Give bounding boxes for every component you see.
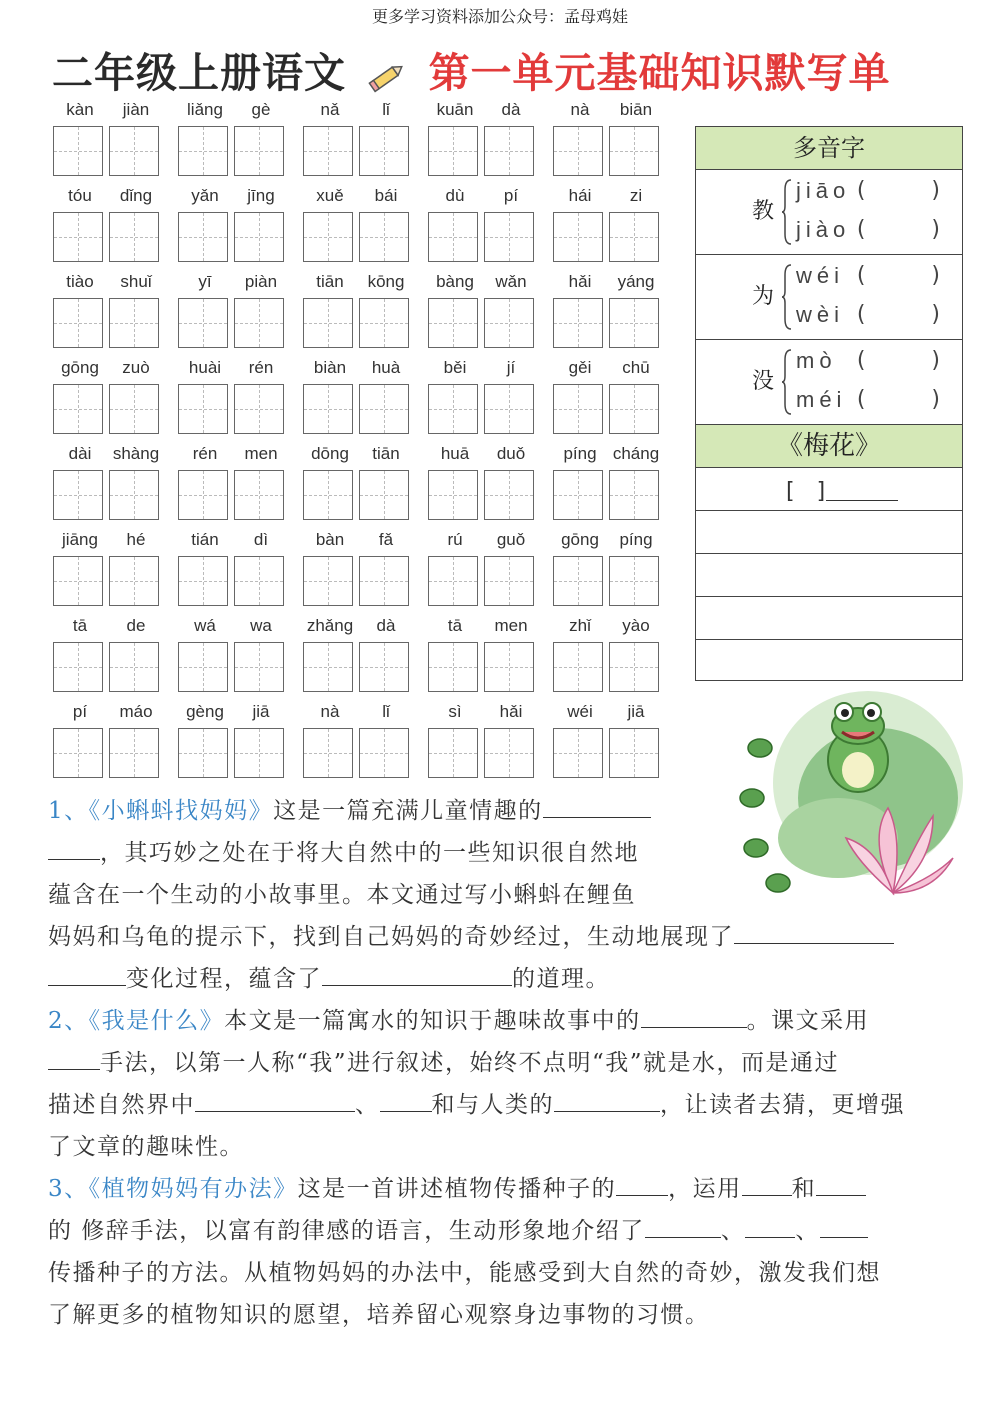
pinyin-syllable: tā	[447, 616, 463, 635]
character-box[interactable]	[484, 212, 534, 262]
character-box[interactable]	[234, 384, 284, 434]
pinyin-syllable: duǒ	[496, 444, 526, 463]
paren-open: (	[856, 302, 866, 327]
reading-pinyin: mò	[796, 348, 837, 373]
pinyin-syllable: tóu	[68, 186, 92, 205]
pinyin-syllable: nà	[570, 100, 590, 119]
q3-text: 了解更多的植物知识的愿望，培养留心观察身边事物的习惯。	[48, 1302, 710, 1328]
q1-text: 妈妈和乌龟的提示下，找到自己妈妈的奇妙经过，生动地展现了	[48, 924, 734, 950]
character-box[interactable]	[178, 384, 228, 434]
pinyin-syllable: píng	[563, 444, 597, 463]
paren-close: )	[931, 302, 940, 327]
poem-title: 《梅花》	[696, 425, 962, 468]
pinyin-syllable: wá	[194, 616, 216, 635]
character-box[interactable]	[609, 384, 659, 434]
q2-text: 和与人类的	[431, 1092, 554, 1118]
title-grade: 二年级上册语文	[52, 49, 346, 97]
pinyin-syllable: jiā	[627, 702, 645, 721]
character-box[interactable]	[553, 298, 603, 348]
character-box[interactable]	[303, 384, 353, 434]
q2-text: 本文是一篇寓水的知识于趣味故事中的	[224, 1008, 641, 1034]
pinyin-syllable: de	[126, 616, 146, 635]
q3-blank-5[interactable]	[745, 1213, 795, 1238]
pinyin-syllable: shuǐ	[120, 272, 152, 291]
pinyin-syllable: gōng	[61, 358, 99, 377]
q3-blank-1[interactable]	[616, 1171, 668, 1196]
question-1	[48, 790, 956, 1000]
character-box[interactable]	[53, 126, 103, 176]
character-box[interactable]	[303, 728, 353, 778]
character-box[interactable]	[609, 212, 659, 262]
character-box[interactable]	[553, 728, 603, 778]
character-box[interactable]	[359, 642, 409, 692]
pinyin-syllable: tián	[191, 530, 219, 549]
reading-pinyin: wéi	[796, 263, 845, 288]
pinyin-row	[52, 612, 672, 698]
paren-open: (	[856, 178, 866, 203]
pinyin-syllable: dù	[445, 186, 465, 205]
character-box[interactable]	[428, 298, 478, 348]
character-box[interactable]	[178, 642, 228, 692]
answer-paren[interactable]	[857, 217, 940, 242]
pinyin-syllable: rú	[447, 530, 463, 549]
pinyin-syllable: yǎn	[191, 186, 219, 205]
pinyin-syllable: biàn	[313, 358, 347, 377]
pinyin-syllable: bàn	[315, 530, 345, 549]
pinyin-syllable: rén	[192, 444, 218, 463]
character-box[interactable]	[303, 556, 353, 606]
q1-blank-2[interactable]	[734, 919, 894, 944]
character-box[interactable]	[428, 556, 478, 606]
pinyin-syllable: wa	[250, 616, 272, 635]
pinyin-row	[52, 354, 672, 440]
paren-close: )	[931, 217, 940, 242]
character-box[interactable]	[484, 384, 534, 434]
character-box[interactable]	[484, 728, 534, 778]
character-box[interactable]	[109, 298, 159, 348]
pinyin-row	[52, 182, 672, 268]
pinyin-syllable: chū	[622, 358, 650, 377]
pinyin-row	[52, 698, 672, 784]
character-box[interactable]	[428, 384, 478, 434]
answer-paren[interactable]	[857, 387, 940, 412]
pinyin-syllable: huà	[371, 358, 401, 377]
character-box[interactable]	[178, 126, 228, 176]
polyphonic-char: 没	[752, 369, 775, 394]
character-box[interactable]	[359, 728, 409, 778]
top-note: 更多学习资料添加公众号：孟母鸡娃	[371, 7, 628, 26]
character-box[interactable]	[178, 728, 228, 778]
character-box[interactable]	[359, 470, 409, 520]
character-box[interactable]	[234, 728, 284, 778]
pinyin-syllable: dà	[501, 100, 521, 119]
character-box[interactable]	[609, 642, 659, 692]
pinyin-row	[52, 96, 672, 182]
character-box[interactable]	[359, 212, 409, 262]
poem-line[interactable]	[696, 640, 962, 682]
character-box[interactable]	[428, 470, 478, 520]
q2-text: 描述自然界中	[48, 1092, 195, 1118]
character-box[interactable]	[234, 212, 284, 262]
answer-paren[interactable]	[857, 348, 940, 373]
paren-close: )	[931, 348, 940, 373]
pinyin-syllable: dì	[253, 530, 269, 549]
pinyin-syllable: zuò	[122, 358, 150, 377]
polyphonic-char: 教	[752, 199, 775, 224]
q1-blank-1[interactable]	[543, 793, 651, 818]
pinyin-syllable: pí	[72, 702, 88, 721]
pinyin-syllable: sì	[448, 702, 462, 721]
q3-text: ，运用	[668, 1176, 742, 1202]
pinyin-syllable: wéi	[567, 702, 593, 721]
pinyin-syllable: píng	[619, 530, 653, 549]
pinyin-syllable: gōng	[561, 530, 599, 549]
character-box[interactable]	[609, 298, 659, 348]
q2-blank-2[interactable]	[48, 1045, 100, 1070]
pinyin-syllable: yáng	[617, 272, 655, 291]
reading-pinyin: jiào	[796, 217, 851, 242]
character-box[interactable]	[303, 126, 353, 176]
pinyin-syllable: biān	[619, 100, 653, 119]
character-box[interactable]	[553, 642, 603, 692]
q2-number: 2、	[48, 1008, 89, 1034]
reading-pinyin: jiāo	[796, 178, 851, 203]
pinyin-syllable: jí	[506, 358, 516, 377]
q1-blank-2b[interactable]	[48, 961, 126, 986]
question-3	[48, 1168, 956, 1336]
pinyin-syllable: gè	[251, 100, 271, 119]
pinyin-syllable: nà	[320, 702, 340, 721]
q2-text: ，让读者去猜，更增强	[660, 1092, 905, 1118]
character-box[interactable]	[109, 126, 159, 176]
pinyin-syllable: men	[244, 444, 278, 463]
character-box[interactable]	[359, 556, 409, 606]
answer-paren[interactable]	[857, 263, 940, 288]
q1-text: 蕴含在一个生动的小故事里。本文通过写小蝌蚪在鲤鱼	[48, 882, 636, 908]
character-box[interactable]	[53, 556, 103, 606]
q2-blank-5[interactable]	[554, 1087, 660, 1112]
character-box[interactable]	[553, 556, 603, 606]
character-box[interactable]	[484, 470, 534, 520]
pinyin-syllable: dōng	[311, 444, 349, 463]
pinyin-syllable: bàng	[436, 272, 474, 291]
paren-close: )	[931, 178, 940, 203]
polyphonic-entry	[696, 340, 962, 425]
character-box[interactable]	[303, 642, 353, 692]
pinyin-syllable: rén	[248, 358, 274, 377]
q3-text: 这是一首讲述植物传播种子的	[297, 1176, 617, 1202]
pinyin-syllable: tiào	[66, 272, 94, 291]
pinyin-syllable: men	[494, 616, 528, 635]
pinyin-syllable: yào	[622, 616, 650, 635]
paren-close: )	[931, 263, 940, 288]
character-box[interactable]	[484, 126, 534, 176]
character-box[interactable]	[109, 470, 159, 520]
character-box[interactable]	[609, 126, 659, 176]
pinyin-syllable: bái	[374, 186, 398, 205]
pinyin-syllable: shàng	[112, 444, 160, 463]
pinyin-syllable: cháng	[612, 444, 660, 463]
character-box[interactable]	[109, 384, 159, 434]
character-box[interactable]	[234, 642, 284, 692]
answer-paren[interactable]	[857, 302, 940, 327]
character-box[interactable]	[109, 212, 159, 262]
q3-text: 的 修辞手法，以富有韵律感的语言，生动形象地介绍了	[48, 1218, 645, 1244]
character-box[interactable]	[234, 556, 284, 606]
poem-author-blank[interactable]	[826, 500, 898, 501]
q1-number: 1、	[48, 798, 89, 824]
character-box[interactable]	[553, 470, 603, 520]
q1-blank-3[interactable]	[322, 961, 512, 986]
title-unit: 第一单元基础知识默写单	[428, 49, 891, 97]
q1-blank-1b[interactable]	[48, 835, 100, 860]
brace-icon	[782, 348, 792, 416]
pinyin-syllable: pí	[503, 186, 519, 205]
pinyin-syllable: máo	[119, 702, 153, 721]
q1-text: 变化过程，蕴含了	[126, 966, 322, 992]
character-box[interactable]	[609, 556, 659, 606]
pinyin-syllable: hǎi	[568, 272, 592, 291]
pinyin-syllable: dài	[68, 444, 92, 463]
character-box[interactable]	[53, 212, 103, 262]
character-box[interactable]	[109, 556, 159, 606]
reading-pinyin: wèi	[796, 302, 845, 327]
pinyin-syllable: lǐ	[382, 702, 390, 721]
poem-line[interactable]	[696, 511, 962, 554]
pinyin-row	[52, 268, 672, 354]
q1-text: ，其巧妙之处在于将大自然中的一些知识很自然地	[100, 840, 639, 866]
question-2	[48, 1000, 956, 1168]
character-box[interactable]	[428, 212, 478, 262]
paren-open: (	[856, 348, 866, 373]
pinyin-syllable: tiān	[316, 272, 344, 291]
poem-line[interactable]	[696, 597, 962, 640]
paren-open: (	[856, 217, 866, 242]
q3-text: 、	[720, 1218, 746, 1244]
frog-icon	[828, 703, 888, 792]
pinyin-syllable: nǎ	[320, 100, 340, 119]
q1-book: 《小蝌蚪找妈妈》	[88, 798, 274, 824]
character-box[interactable]	[484, 642, 534, 692]
character-box[interactable]	[359, 298, 409, 348]
pinyin-syllable: zhǐ	[569, 616, 591, 635]
brace-icon	[782, 263, 792, 331]
character-box[interactable]	[53, 728, 103, 778]
q2-blank-3[interactable]	[195, 1087, 355, 1112]
q2-blank-1[interactable]	[641, 1003, 747, 1028]
q3-text: 和	[791, 1176, 817, 1202]
pinyin-syllable: zhǎng	[306, 616, 354, 635]
character-box[interactable]	[109, 642, 159, 692]
pinyin-syllable: tā	[72, 616, 88, 635]
character-box[interactable]	[553, 384, 603, 434]
q2-text: 、	[355, 1092, 380, 1118]
q3-blank-3[interactable]	[816, 1171, 866, 1196]
character-box[interactable]	[553, 212, 603, 262]
q3-text: 、	[795, 1218, 820, 1244]
pinyin-syllable: fǎ	[378, 530, 394, 549]
character-box[interactable]	[234, 470, 284, 520]
polyphonic-table	[695, 126, 963, 681]
q2-blank-4[interactable]	[380, 1087, 432, 1112]
pinyin-syllable: huài	[188, 358, 222, 377]
pinyin-syllable: wǎn	[495, 272, 527, 291]
pinyin-syllable: jīng	[247, 186, 275, 205]
character-box[interactable]	[234, 298, 284, 348]
character-box[interactable]	[178, 556, 228, 606]
q3-blank-2[interactable]	[742, 1171, 792, 1196]
pinyin-syllable: dà	[376, 616, 396, 635]
character-box[interactable]	[178, 212, 228, 262]
pinyin-syllable: lǐ	[382, 100, 390, 119]
pinyin-syllable: hǎi	[499, 702, 523, 721]
pinyin-syllable: jiā	[252, 702, 270, 721]
pinyin-syllable: huā	[440, 444, 470, 463]
character-box[interactable]	[303, 298, 353, 348]
character-box[interactable]	[303, 470, 353, 520]
character-box[interactable]	[359, 384, 409, 434]
pinyin-syllable: běi	[443, 358, 467, 377]
character-box[interactable]	[484, 298, 534, 348]
pinyin-row	[52, 440, 672, 526]
character-box[interactable]	[53, 298, 103, 348]
pinyin-syllable: gěi	[568, 358, 592, 377]
pinyin-syllable: kàn	[66, 100, 94, 119]
character-box[interactable]	[609, 728, 659, 778]
q3-blank-6[interactable]	[820, 1213, 868, 1238]
pinyin-syllable: zi	[629, 186, 643, 205]
pinyin-syllable: yī	[198, 272, 212, 291]
pinyin-syllable: liǎng	[187, 100, 223, 119]
brace-icon	[782, 178, 792, 246]
pinyin-syllable: jiāng	[62, 530, 98, 549]
q2-text: 手法，以第一人称“我”进行叙述，始终不点明“我”就是水，而是通过	[100, 1050, 840, 1076]
pinyin-syllable: piàn	[244, 272, 278, 291]
character-box[interactable]	[428, 126, 478, 176]
character-box[interactable]	[553, 126, 603, 176]
pinyin-syllable: hé	[126, 530, 146, 549]
pinyin-syllable: jiàn	[122, 100, 150, 119]
character-box[interactable]	[178, 298, 228, 348]
reading-pinyin: méi	[796, 387, 847, 412]
character-box[interactable]	[234, 126, 284, 176]
pinyin-syllable: guǒ	[496, 530, 526, 549]
character-box[interactable]	[484, 556, 534, 606]
q3-text: 传播种子的方法。从植物妈妈的办法中，能感受到大自然的奇妙，激发我们想	[48, 1260, 881, 1286]
character-box[interactable]	[428, 728, 478, 778]
pinyin-syllable: hái	[568, 186, 592, 205]
pinyin-syllable: kuān	[436, 100, 474, 119]
q1-text: 这是一篇充满儿童情趣的	[273, 798, 543, 824]
character-box[interactable]	[428, 642, 478, 692]
polyphonic-header: 多音字	[696, 127, 962, 170]
polyphonic-entry	[696, 255, 962, 340]
character-box[interactable]	[303, 212, 353, 262]
polyphonic-char: 为	[752, 284, 775, 309]
paren-open: (	[856, 263, 866, 288]
poem-line[interactable]	[696, 468, 962, 511]
pinyin-row	[52, 526, 672, 612]
character-box[interactable]	[178, 470, 228, 520]
poem-line[interactable]	[696, 554, 962, 597]
paren-close: )	[931, 387, 940, 412]
pinyin-grid	[52, 96, 672, 784]
character-box[interactable]	[53, 642, 103, 692]
q3-blank-4[interactable]	[645, 1213, 721, 1238]
character-box[interactable]	[609, 470, 659, 520]
q2-book: 《我是什么》	[88, 1008, 225, 1034]
pinyin-syllable: dǐng	[119, 186, 153, 205]
poem-dynasty-bracket: [ ]	[786, 479, 826, 504]
character-box[interactable]	[359, 126, 409, 176]
pinyin-syllable: tiān	[372, 444, 400, 463]
polyphonic-entry	[696, 170, 962, 255]
pencil-icon	[367, 57, 407, 97]
q1-text: 的道理。	[512, 966, 610, 992]
paren-open: (	[856, 387, 866, 412]
pinyin-syllable: gèng	[186, 702, 224, 721]
pinyin-syllable: xuě	[316, 186, 344, 205]
q3-book: 《植物妈妈有办法》	[88, 1176, 298, 1202]
answer-paren[interactable]	[857, 178, 940, 203]
q2-text: 。课文采用	[746, 1008, 870, 1034]
character-box[interactable]	[53, 470, 103, 520]
character-box[interactable]	[109, 728, 159, 778]
q2-text: 了文章的趣味性。	[48, 1134, 244, 1160]
character-box[interactable]	[53, 384, 103, 434]
pinyin-syllable: kōng	[367, 272, 405, 291]
q3-number: 3、	[48, 1176, 89, 1202]
